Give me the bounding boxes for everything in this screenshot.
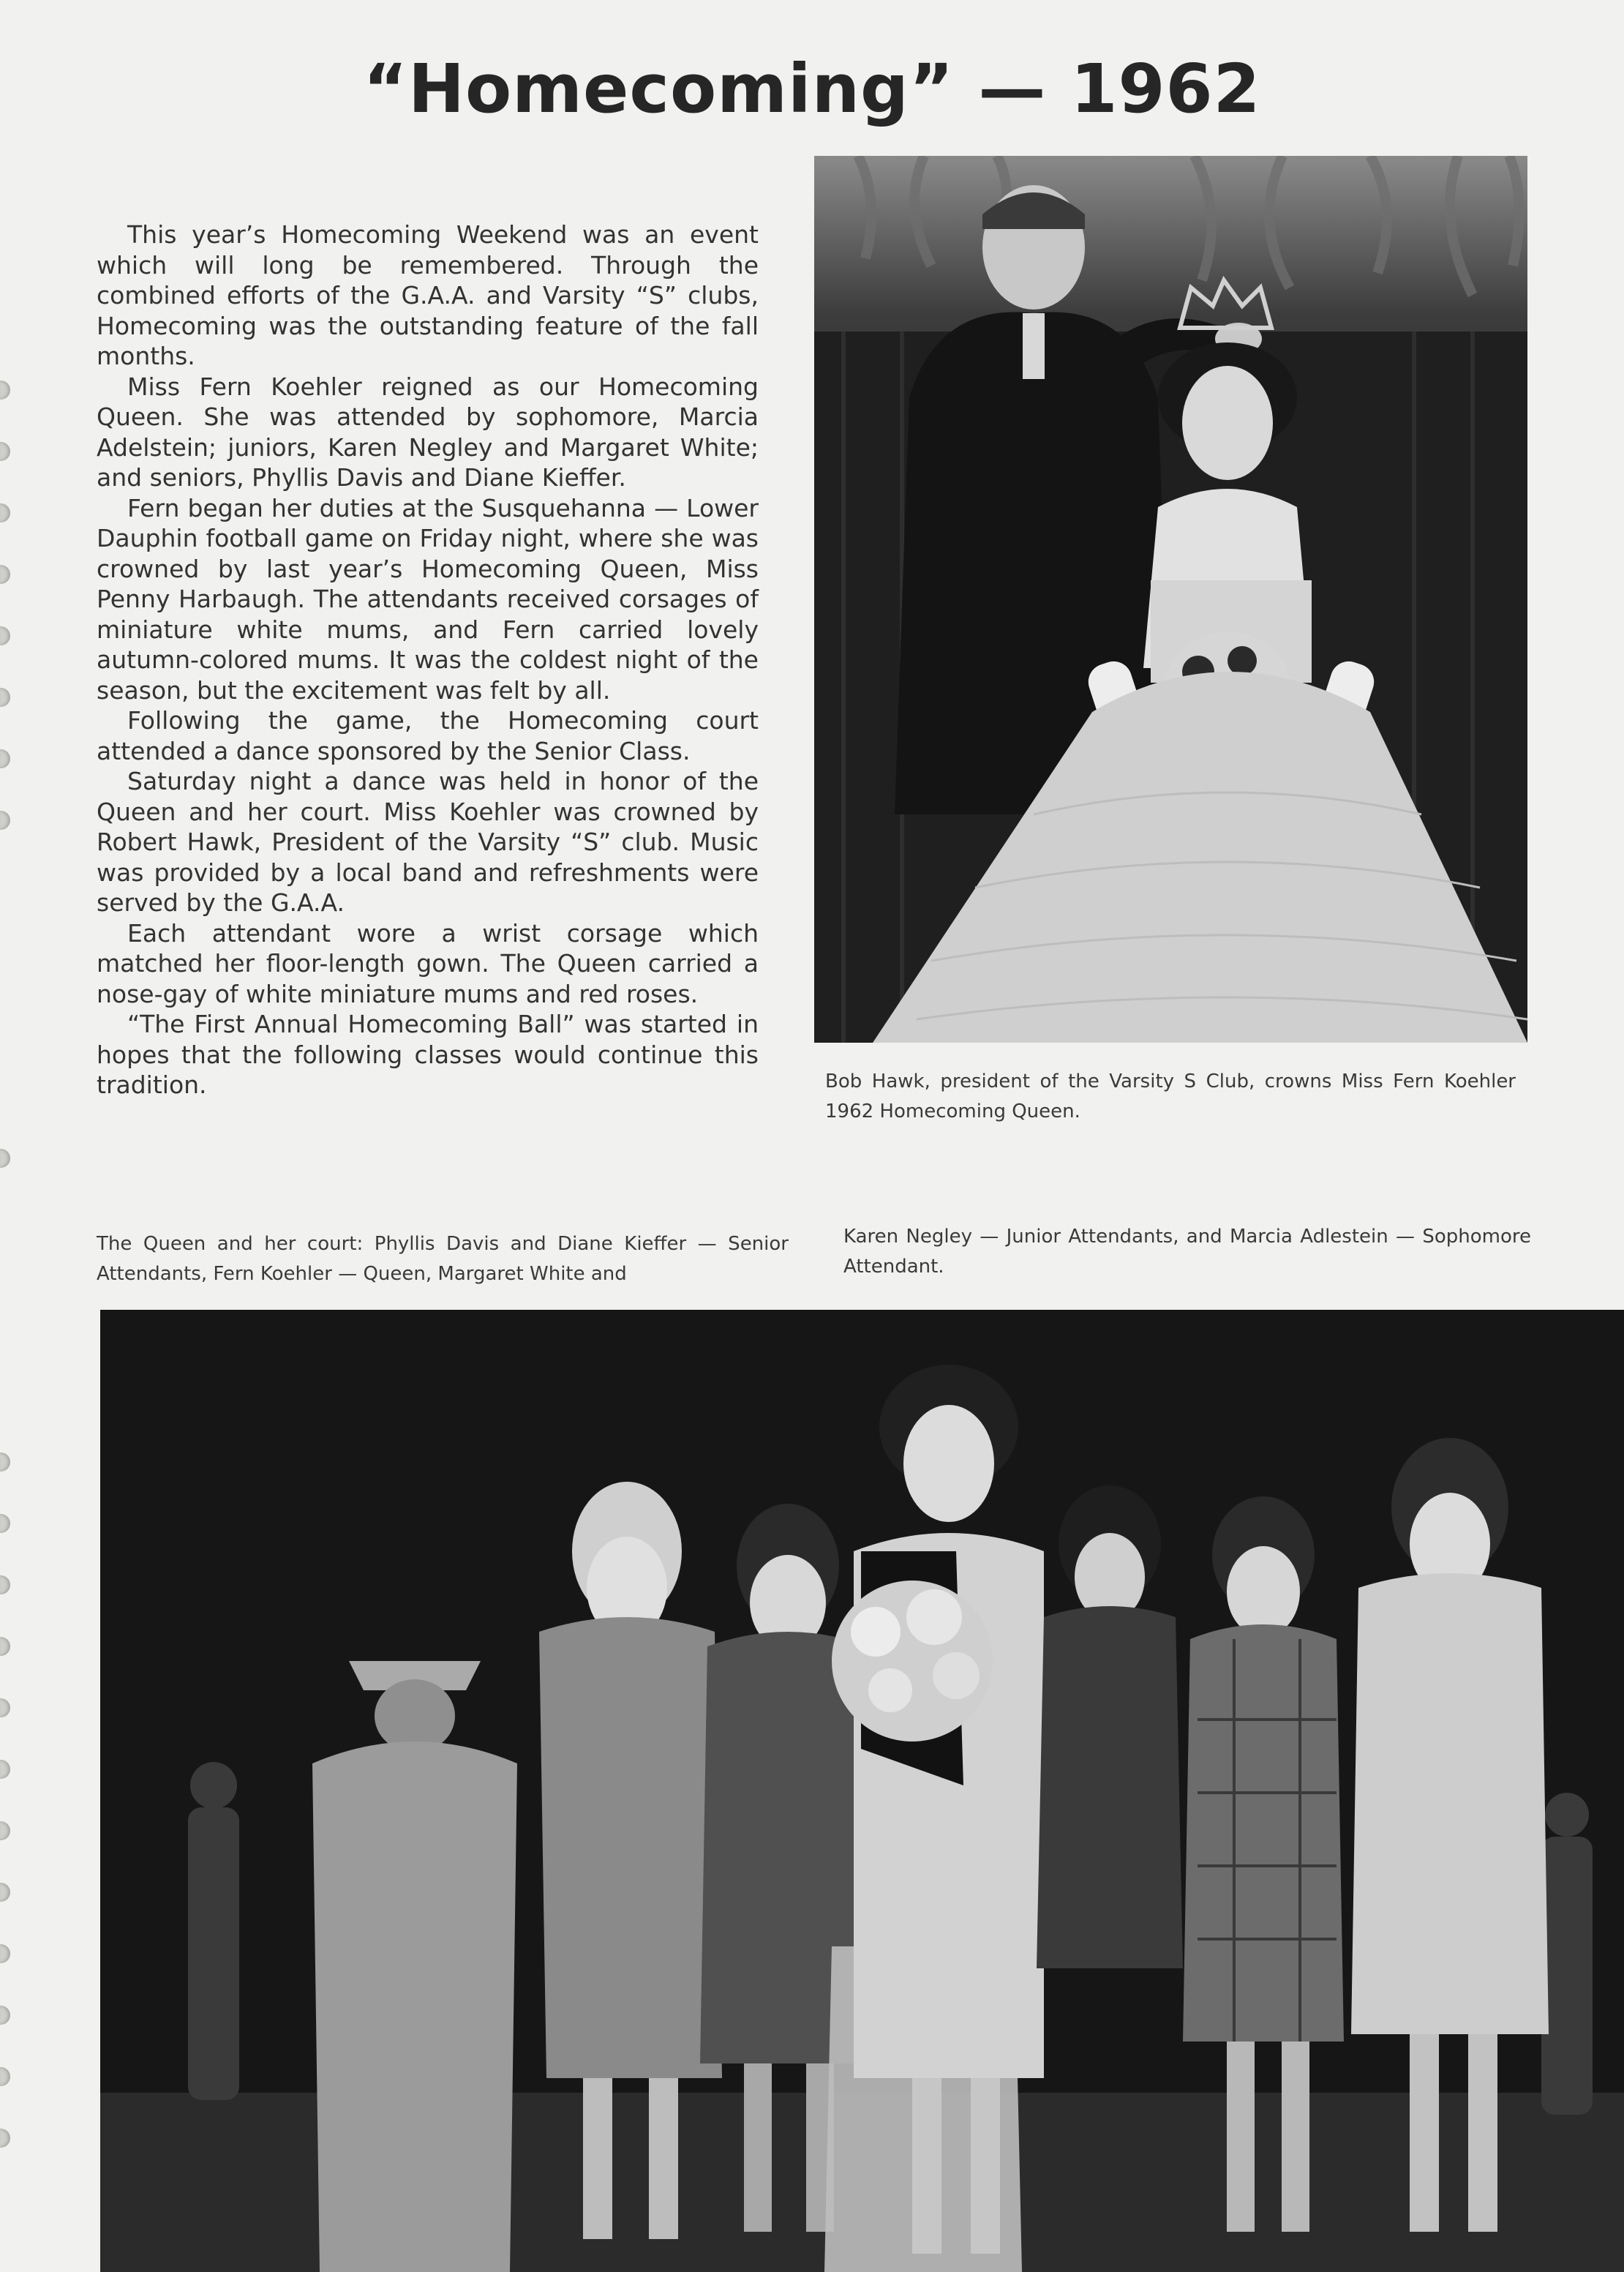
article-paragraph: Fern began her duties at the Susquehanna — Lower Dauphin football game on Friday night, where she was crowned by last year’s Homecoming Queen, Miss Penny Harbaugh. The attendants received corsages of miniature white mums, and Fern carried lovely autumn-colored mums. It was the coldest night of the season, but the excitement was felt by all. (97, 493, 759, 705)
binder-hole (0, 565, 10, 584)
binder-hole (0, 811, 10, 830)
binder-hole (0, 503, 10, 522)
article-paragraph: “The First Annual Homecoming Ball” was started in hopes that the following classes would continue this tradition. (97, 1010, 759, 1099)
court-photo-caption-right: Karen Negley — Junior Attendants, and Marcia Adlestein — Sophomore Attendant. (843, 1226, 1531, 1278)
crowning-photo (814, 156, 1527, 1043)
crowning-photo-illustration (814, 156, 1527, 1043)
binder-hole (0, 1452, 10, 1471)
court-photo (100, 1310, 1624, 2272)
article-paragraph: Each attendant wore a wrist corsage which matched her floor-length gown. The Queen carried a nose-gay of white miniature mums and red roses. (97, 918, 759, 1008)
binder-hole (0, 1514, 10, 1533)
binder-hole (0, 626, 10, 645)
page-title: “Homecoming” — 1962 (363, 50, 1261, 128)
article-body (97, 220, 759, 1101)
article-paragraph: Following the game, the Homecoming court attended a dance sponsored by the Senior Class. (97, 706, 759, 765)
binder-hole (0, 1637, 10, 1656)
binder-hole (0, 749, 10, 768)
binder-hole (0, 1698, 10, 1717)
binder-hole (0, 1944, 10, 1963)
court-photo-caption-left: The Queen and her court: Phyllis Davis and Diane Kieffer — Senior Attendants, Fern Koehler — Queen, Margaret White and (97, 1233, 789, 1285)
binder-hole (0, 2129, 10, 2148)
article-paragraph: This year’s Homecoming Weekend was an event which will long be remembered. Through the combined efforts of the G.A.A. and Varsity “S” clubs, Homecoming was the outstanding feature of the fall months. (97, 220, 759, 370)
binder-hole (0, 688, 10, 707)
binder-hole (0, 2067, 10, 2086)
court-photo-illustration (100, 1310, 1624, 2272)
binder-hole (0, 1760, 10, 1779)
crowning-photo-caption: Bob Hawk, president of the Varsity S Club, crowns Miss Fern Koehler 1962 Homecoming Queen. (825, 1071, 1516, 1122)
article-paragraph: Miss Fern Koehler reigned as our Homecoming Queen. She was attended by sophomore, Marcia Adelstein; juniors, Karen Negley and Margaret White; and seniors, Phyllis Davis and Diane Kieffer. (97, 372, 759, 492)
binder-hole (0, 1149, 10, 1168)
binder-hole (0, 2006, 10, 2025)
binder-hole (0, 1821, 10, 1840)
binder-hole (0, 380, 10, 400)
binder-hole (0, 442, 10, 461)
binder-hole (0, 1575, 10, 1594)
article-paragraph: Saturday night a dance was held in honor of the Queen and her court. Miss Koehler was crowned by Robert Hawk, President of the Varsity “S” club. Music was provided by a local band and refreshments were served by the G.A.A. (97, 767, 759, 917)
binder-hole (0, 1883, 10, 1902)
